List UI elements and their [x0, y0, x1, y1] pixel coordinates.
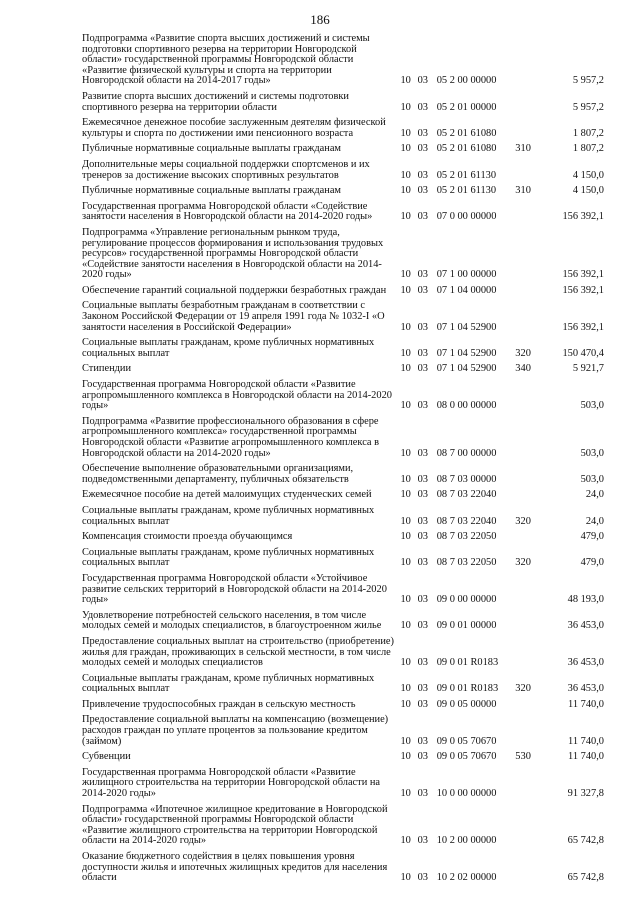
row-name: Обеспечение выполнение образовательными организациями, подведомственными департаменту, публичных обязательств [82, 463, 354, 485]
row-amount: 479,0 [580, 557, 604, 569]
row-section: 10 [400, 75, 411, 87]
row-subsection: 03 [417, 683, 428, 695]
row-amount: 5 921,7 [572, 363, 604, 375]
table-row [82, 805, 604, 852]
row-expense-type: 320 [515, 557, 531, 569]
row-target-article: 07 0 00 00000 [436, 211, 497, 223]
table-row [82, 228, 604, 286]
table-row [82, 286, 604, 302]
row-expense-type [515, 286, 543, 302]
row-target-article: 08 7 03 22050 [436, 531, 497, 543]
row-expense-type [515, 532, 543, 548]
table-row [82, 611, 604, 637]
table-row [82, 34, 604, 92]
row-section: 10 [400, 185, 411, 197]
row-subsection: 03 [417, 751, 428, 763]
row-subsection: 03 [417, 447, 428, 459]
row-name: Развитие спорта высших достижений и системы подготовки спортивного резерва на территории области [82, 90, 349, 113]
row-amount: 11 740,0 [568, 735, 604, 747]
table-row [82, 752, 604, 768]
row-subsection: 03 [417, 347, 428, 359]
row-section: 10 [400, 447, 411, 459]
row-name: Субвенции [82, 751, 131, 763]
table-row [82, 532, 604, 548]
budget-table [82, 34, 604, 889]
row-target-article: 08 0 00 00000 [436, 400, 497, 412]
row-section: 10 [400, 594, 411, 606]
row-name: Государственная программа Новгородской области «Развитие агропромышленного комплекса в Новгородской области на 2014-2020 годы» [82, 379, 392, 412]
row-name: Государственная программа Новгородской области «Содействие занятости населения в Новгородской области на 2014-2020 годы» [82, 200, 373, 223]
row-expense-type [515, 380, 543, 417]
row-amount: 36 453,0 [567, 620, 604, 632]
table-row [82, 700, 604, 716]
row-amount: 156 392,1 [562, 211, 604, 223]
table-row [82, 768, 604, 805]
row-section: 10 [400, 698, 411, 710]
row-subsection: 03 [417, 400, 428, 412]
row-target-article: 09 0 01 R0183 [436, 657, 499, 669]
row-expense-type [515, 768, 543, 805]
table-row [82, 160, 604, 186]
table-row [82, 506, 604, 532]
row-section: 10 [400, 347, 411, 359]
table-row [82, 144, 604, 160]
row-amount: 11 740,0 [568, 751, 604, 763]
row-name: Ежемесячное пособие на детей малоимущих студенческих семей [82, 489, 372, 501]
row-amount: 48 193,0 [567, 594, 604, 606]
row-target-article: 07 1 04 00000 [436, 284, 497, 296]
row-subsection: 03 [417, 531, 428, 543]
row-name: Социальные выплаты безработным гражданам в соответствии с Законом Российской Федерации от 19 апреля 1991 года № 1032-I «О занятости населения в Российской Федерации» [82, 300, 385, 333]
row-target-article: 09 0 05 70670 [436, 751, 497, 763]
row-amount: 1 807,2 [572, 143, 604, 155]
row-target-article: 05 2 01 00000 [436, 101, 497, 113]
row-amount: 156 392,1 [562, 284, 604, 296]
row-section: 10 [400, 683, 411, 695]
row-subsection: 03 [417, 269, 428, 281]
row-target-article: 08 7 03 22050 [436, 557, 497, 569]
row-target-article: 09 0 01 R0183 [436, 683, 499, 695]
row-target-article: 05 2 01 61130 [436, 185, 497, 197]
row-section: 10 [400, 269, 411, 281]
row-name: Публичные нормативные социальные выплаты гражданам [82, 143, 342, 155]
row-expense-type: 340 [515, 363, 531, 375]
row-expense-type [515, 700, 543, 716]
row-section: 10 [400, 473, 411, 485]
row-expense-type [515, 852, 543, 889]
row-subsection: 03 [417, 735, 428, 747]
row-name: Подпрограмма «Управление региональным рынком труда, регулирование процессов формирования и использования трудовых ресурсов» государственной программы Новгородской области «Содействие занятости населения в Новгородской области на 2014-2020 годы» [82, 226, 384, 281]
row-target-article: 09 0 01 00000 [436, 620, 497, 632]
row-amount: 1 807,2 [572, 127, 604, 139]
row-name: Социальные выплаты гражданам, кроме публичных нормативных социальных выплат [82, 546, 375, 569]
row-name: Государственная программа Новгородской области «Развитие жилищного строительства на территории Новгородской области на 2014-2020 годы» [82, 766, 381, 800]
row-subsection: 03 [417, 788, 428, 800]
row-name: Подпрограмма «Развитие спорта высших достижений и системы подготовки спортивного резерва на территории Новгородской области» государственной программы Новгородской области «Развитие физической культуры и спорта на территории Новгородской области на 2014-2017 годы» [82, 33, 370, 87]
row-expense-type [515, 611, 543, 637]
row-section: 10 [400, 400, 411, 412]
row-expense-type: 320 [515, 683, 531, 695]
row-expense-type [515, 715, 543, 752]
row-subsection: 03 [417, 835, 428, 847]
row-name: Подпрограмма «Ипотечное жилищное кредитование в Новгородской области» государственной программы Новгородской области «Развитие жилищного строительства на территории Новгородской области на 2014-2020 годы» [82, 803, 388, 847]
row-subsection: 03 [417, 101, 428, 113]
row-expense-type [515, 202, 543, 228]
row-subsection: 03 [417, 698, 428, 710]
table-row [82, 202, 604, 228]
row-target-article: 07 1 04 52900 [436, 347, 497, 359]
row-target-article: 05 2 01 61080 [436, 143, 497, 155]
row-name: Удовлетворение потребностей сельского населения, в том числе молодых семей и молодых специалистов, в благоустроенном жилье [82, 609, 382, 632]
row-section: 10 [400, 657, 411, 669]
row-target-article: 05 2 00 00000 [436, 75, 497, 87]
row-section: 10 [400, 557, 411, 569]
row-name: Публичные нормативные социальные выплаты гражданам [82, 185, 342, 197]
row-section: 10 [400, 735, 411, 747]
row-section: 10 [400, 788, 411, 800]
row-amount: 24,0 [585, 515, 604, 527]
row-name: Обеспечение гарантий социальной поддержки безработных граждан [82, 284, 387, 296]
row-amount: 5 957,2 [572, 75, 604, 87]
row-expense-type [515, 160, 543, 186]
row-target-article: 07 1 04 52900 [436, 363, 497, 375]
table-row [82, 715, 604, 752]
row-amount: 65 742,8 [567, 835, 604, 847]
row-subsection: 03 [417, 185, 428, 197]
row-subsection: 03 [417, 557, 428, 569]
table-row [82, 490, 604, 506]
row-amount: 4 150,0 [572, 169, 604, 181]
row-expense-type: 310 [515, 143, 531, 155]
row-target-article: 09 0 00 00000 [436, 594, 497, 606]
row-name: Дополнительные меры социальной поддержки спортсменов и их тренеров за достижение высоких спортивных результатов [82, 158, 370, 181]
row-section: 10 [400, 872, 411, 884]
row-section: 10 [400, 620, 411, 632]
row-target-article: 08 7 03 22040 [436, 515, 497, 527]
row-section: 10 [400, 515, 411, 527]
row-subsection: 03 [417, 489, 428, 501]
row-target-article: 05 2 01 61080 [436, 127, 497, 139]
row-subsection: 03 [417, 75, 428, 87]
row-name: Подпрограмма «Развитие профессионального образования в сфере агропромышленного комплекса» государственной программы Новгородской области «Развитие агропромышленного комплекса в Новгородской области на 2014-2020 годы» [82, 415, 380, 459]
table-row [82, 301, 604, 338]
row-name: Оказание бюджетного содействия в целях повышения уровня доступности жилья и ипотечных жилищных кредитов для населения области [82, 851, 388, 884]
table-row [82, 338, 604, 364]
row-section: 10 [400, 531, 411, 543]
row-section: 10 [400, 211, 411, 223]
row-subsection: 03 [417, 620, 428, 632]
row-subsection: 03 [417, 143, 428, 155]
row-subsection: 03 [417, 127, 428, 139]
row-subsection: 03 [417, 657, 428, 669]
row-expense-type [515, 574, 543, 611]
row-amount: 36 453,0 [567, 657, 604, 669]
table-body [82, 34, 604, 889]
row-subsection: 03 [417, 473, 428, 485]
row-name: Компенсация стоимости проезда обучающимся [82, 531, 293, 543]
table-row [82, 186, 604, 202]
row-subsection: 03 [417, 363, 428, 375]
row-amount: 91 327,8 [567, 788, 604, 800]
row-name: Социальные выплаты гражданам, кроме публичных нормативных социальных выплат [82, 504, 375, 527]
row-expense-type [515, 118, 543, 144]
row-target-article: 10 0 00 00000 [436, 788, 497, 800]
row-expense-type: 310 [515, 185, 531, 197]
row-amount: 503,0 [580, 400, 604, 412]
table-row [82, 637, 604, 674]
row-subsection: 03 [417, 169, 428, 181]
page-number: 186 [310, 12, 330, 27]
table-row [82, 852, 604, 889]
row-target-article: 07 1 00 00000 [436, 269, 497, 281]
row-target-article: 05 2 01 61130 [436, 169, 497, 181]
row-section: 10 [400, 127, 411, 139]
row-amount: 503,0 [580, 473, 604, 485]
row-subsection: 03 [417, 872, 428, 884]
row-subsection: 03 [417, 515, 428, 527]
table-row [82, 118, 604, 144]
row-amount: 24,0 [585, 489, 604, 501]
row-name: Социальные выплаты гражданам, кроме публичных нормативных социальных выплат [82, 672, 375, 695]
row-target-article: 07 1 04 52900 [436, 321, 497, 333]
row-amount: 4 150,0 [572, 185, 604, 197]
table-row [82, 364, 604, 380]
row-expense-type [515, 228, 543, 286]
table-row [82, 674, 604, 700]
row-subsection: 03 [417, 321, 428, 333]
row-target-article: 09 0 05 70670 [436, 735, 497, 747]
table-row [82, 574, 604, 611]
row-target-article: 08 7 03 22040 [436, 489, 497, 501]
row-amount: 36 453,0 [567, 683, 604, 695]
row-section: 10 [400, 169, 411, 181]
row-subsection: 03 [417, 211, 428, 223]
row-target-article: 08 7 00 00000 [436, 447, 497, 459]
row-expense-type [515, 464, 543, 490]
row-amount: 65 742,8 [567, 872, 604, 884]
row-section: 10 [400, 143, 411, 155]
row-name: Предоставление социальных выплат на строительство (приобретение) жилья для граждан, проживающих в сельской местности, в том числе молодых семей и молодых специалистов [82, 635, 394, 669]
row-section: 10 [400, 489, 411, 501]
row-name: Предоставление социальной выплаты на компенсацию (возмещение) расходов граждан по уплате процентов за пользование кредитом (займом) [82, 714, 389, 747]
row-expense-type [515, 805, 543, 852]
row-target-article: 08 7 03 00000 [436, 473, 497, 485]
row-expense-type [515, 417, 543, 464]
row-name: Привлечение трудоспособных граждан в сельскую местность [82, 698, 356, 710]
row-expense-type [515, 92, 543, 118]
row-section: 10 [400, 363, 411, 375]
row-name: Государственная программа Новгородской области «Устойчивое развитие сельских территорий в Новгородской области на 2014-2020 годы» [82, 572, 387, 606]
row-subsection: 03 [417, 284, 428, 296]
row-target-article: 10 2 02 00000 [436, 872, 497, 884]
table-row [82, 464, 604, 490]
row-name: Ежемесячное денежное пособие заслуженным деятелям физической культуры и спорта по достижении ими пенсионного возраста [82, 117, 386, 139]
row-amount: 156 392,1 [562, 321, 604, 333]
table-row [82, 92, 604, 118]
row-amount: 503,0 [580, 447, 604, 459]
row-expense-type: 320 [515, 347, 531, 359]
row-section: 10 [400, 284, 411, 296]
row-expense-type [515, 637, 543, 674]
row-subsection: 03 [417, 594, 428, 606]
row-expense-type [515, 301, 543, 338]
row-name: Стипендии [82, 363, 132, 375]
row-amount: 156 392,1 [562, 269, 604, 281]
row-amount: 150 470,4 [562, 347, 604, 359]
row-amount: 11 740,0 [568, 698, 604, 710]
row-expense-type [515, 34, 543, 92]
table-row [82, 380, 604, 417]
row-expense-type [515, 490, 543, 506]
table-row [82, 548, 604, 574]
row-section: 10 [400, 101, 411, 113]
row-name: Социальные выплаты гражданам, кроме публичных нормативных социальных выплат [82, 337, 375, 359]
row-target-article: 10 2 00 00000 [436, 835, 497, 847]
row-amount: 5 957,2 [572, 101, 604, 113]
row-expense-type: 530 [515, 751, 531, 763]
row-section: 10 [400, 835, 411, 847]
row-section: 10 [400, 751, 411, 763]
row-section: 10 [400, 321, 411, 333]
table-row [82, 417, 604, 464]
row-amount: 479,0 [580, 531, 604, 543]
row-expense-type: 320 [515, 515, 531, 527]
row-target-article: 09 0 05 00000 [436, 698, 497, 710]
